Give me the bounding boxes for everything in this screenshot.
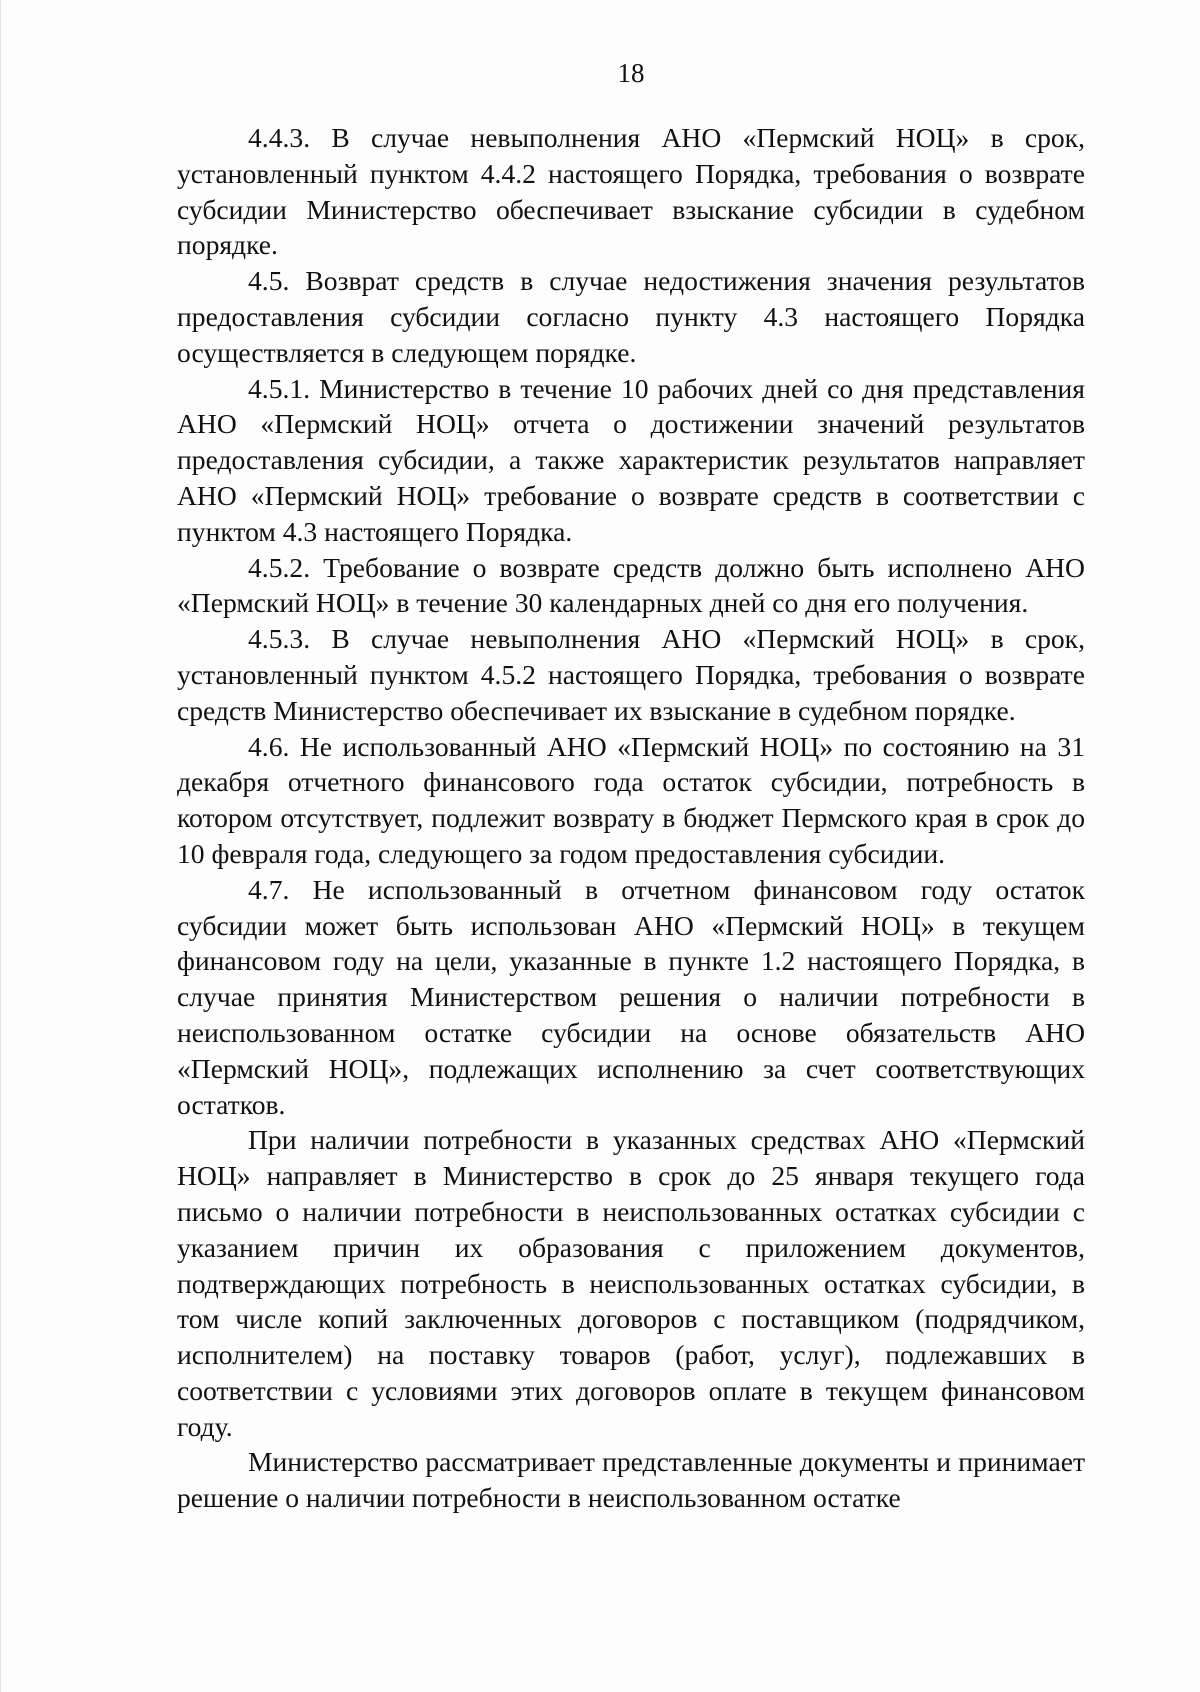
paragraph-need-request: При наличии потребности в указанных средствах АНО «Пермский НОЦ» направляет в Министерство в срок до 25 января текущего года письмо о наличии потребности в неиспользованных остатках субсидии с указанием причин их образования с приложением документов, подтверждающих потребность в неиспользованных остатках субсидии, в том числе копий заключенных договоров с поставщиком (подрядчиком, исполнителем) на поставку товаров (работ, услуг), подлежавших в соответствии с условиями этих договоров оплате в текущем финансовом году. — [177, 1124, 1085, 1442]
page-number: 18 — [617, 58, 645, 88]
document-body — [177, 120, 1085, 1516]
paragraph-4-4-3: 4.4.3. В случае невыполнения АНО «Пермский НОЦ» в срок, установленный пунктом 4.4.2 настоящего Порядка, требования о возврате субсидии Министерство обеспечивает взыскание субсидии в судебном порядке. — [177, 122, 1085, 261]
paragraph-ministry-decision: Министерство рассматривает представленные документы и принимает решение о наличии потребности в неиспользованном остатке — [177, 1446, 1085, 1514]
paragraph-4-6: 4.6. Не использованный АНО «Пермский НОЦ» по состоянию на 31 декабря отчетного финансового года остаток субсидии, потребность в котором отсутствует, подлежит возврату в бюджет Пермского края в срок до 10 февраля года, следующего за годом предоставления субсидии. — [177, 730, 1085, 869]
paragraph-4-5: 4.5. Возврат средств в случае недостижения значения результатов предоставления субсидии согласно пункту 4.3 настоящего Порядка осуществляется в следующем порядке. — [177, 265, 1085, 368]
paragraph-4-5-2: 4.5.2. Требование о возврате средств должно быть исполнено АНО «Пермский НОЦ» в течение 30 календарных дней со дня его получения. — [177, 551, 1085, 619]
paragraph-4-5-1: 4.5.1. Министерство в течение 10 рабочих дней со дня представления АНО «Пермский НОЦ» отчета о достижении значений результатов предоставления субсидии, а также характеристик результатов направляет АНО «Пермский НОЦ» требование о возврате средств в соответствии с пунктом 4.3 настоящего Порядка. — [177, 372, 1085, 547]
paragraph-4-5-3: 4.5.3. В случае невыполнения АНО «Пермский НОЦ» в срок, установленный пунктом 4.5.2 настоящего Порядка, требования о возврате средств Министерство обеспечивает их взыскание в судебном порядке. — [177, 623, 1085, 726]
paragraph-4-7: 4.7. Не использованный в отчетном финансовом году остаток субсидии может быть использован АНО «Пермский НОЦ» в текущем финансовом году на цели, указанные в пункте 1.2 настоящего Порядка, в случае принятия Министерством решения о наличии потребности в неиспользованном остатке субсидии на основе обязательств АНО «Пермский НОЦ», подлежащих исполнению за счет соответствующих остатков. — [177, 873, 1085, 1120]
